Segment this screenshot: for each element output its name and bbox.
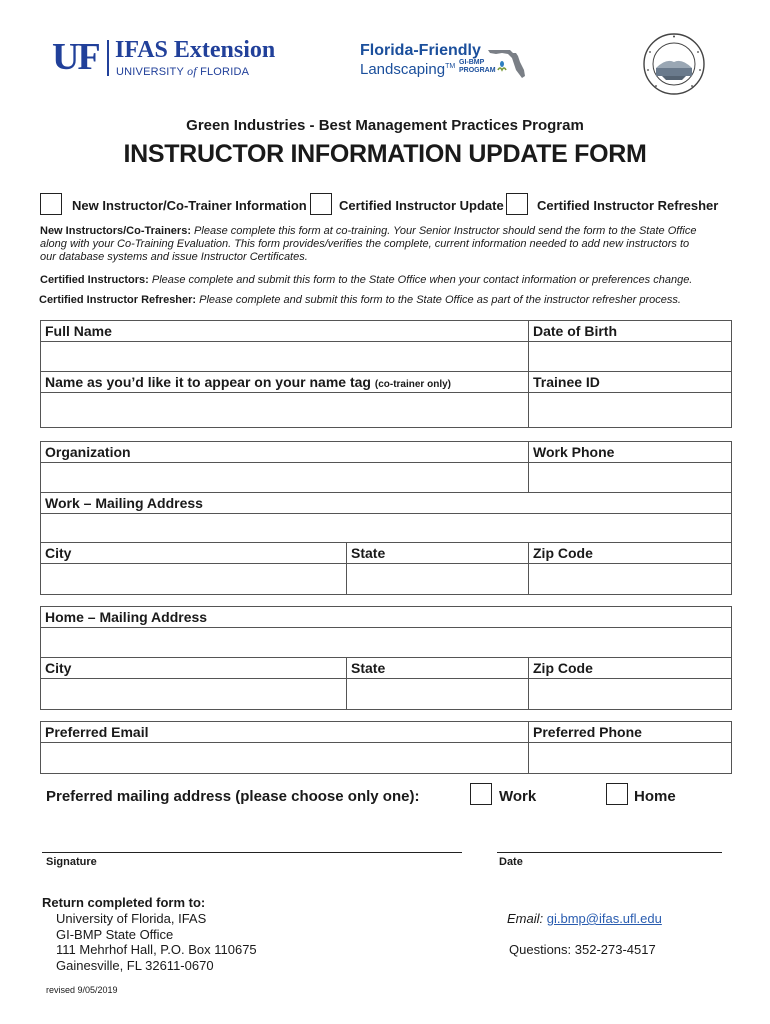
date-of-birth-field[interactable] [529, 342, 732, 372]
preferred-work-label: Work [499, 788, 537, 805]
signature-line[interactable] [42, 852, 462, 853]
florida-dep-seal-icon [642, 32, 706, 96]
preferred-mailing-label: Preferred mailing address (please choose only one): [46, 788, 420, 805]
date-label: Date [499, 856, 523, 868]
trainee-id-field[interactable] [529, 393, 732, 428]
work-mailing-address-input[interactable] [41, 514, 731, 533]
preferred-phone-input[interactable] [529, 743, 731, 762]
work-phone-label: Work Phone [529, 442, 732, 463]
home-state-label: State [347, 658, 529, 679]
trainee-id-label: Trainee ID [529, 372, 732, 393]
work-zip-label: Zip Code [529, 543, 732, 564]
questions-phone: Questions: 352-273-4517 [509, 942, 656, 957]
work-mailing-address-field[interactable] [41, 514, 732, 543]
address-line: University of Florida, IFAS [56, 911, 207, 926]
uf-logo-divider [107, 40, 109, 76]
home-city-label: City [41, 658, 347, 679]
home-mailing-address-field[interactable] [41, 628, 732, 658]
home-city-input[interactable] [41, 679, 346, 698]
name-tag-label: Name as you’d like it to appear on your name tag (co-trainer only) [41, 372, 529, 393]
work-mailing-address-label: Work – Mailing Address [41, 493, 732, 514]
return-title: Return completed form to: [42, 895, 206, 910]
uf-ifas-extension-logo [52, 38, 284, 80]
home-zip-input[interactable] [529, 679, 731, 698]
uf-logo-title: IFAS Extension [115, 37, 276, 63]
certified-refresher-checkbox[interactable] [506, 193, 528, 215]
work-phone-input[interactable] [529, 463, 731, 482]
home-mailing-address-label: Home – Mailing Address [41, 607, 732, 628]
organization-input[interactable] [41, 463, 528, 482]
ffl-logo-line1: Florida-Friendly [360, 42, 481, 59]
preferred-phone-label: Preferred Phone [529, 722, 732, 743]
work-state-label: State [347, 543, 529, 564]
full-name-input[interactable] [41, 342, 528, 361]
home-zip-label: Zip Code [529, 658, 732, 679]
work-state-field[interactable] [347, 564, 529, 595]
ffl-logo-gi-bmp: GI-BMP PROGRAM [459, 59, 496, 74]
name-tag-field[interactable] [41, 393, 529, 428]
email-row [507, 911, 662, 926]
work-info-table [40, 441, 732, 595]
date-of-birth-input[interactable] [529, 342, 731, 361]
certified-refresher-label: Certified Instructor Refresher [537, 198, 719, 213]
florida-friendly-landscaping-logo [360, 42, 530, 84]
work-city-label: City [41, 543, 347, 564]
certified-update-label: Certified Instructor Update [339, 198, 504, 213]
home-state-input[interactable] [347, 679, 528, 698]
work-zip-field[interactable] [529, 564, 732, 595]
preferred-phone-field[interactable] [529, 743, 732, 774]
work-phone-field[interactable] [529, 463, 732, 493]
address-line: 111 Mehrhof Hall, P.O. Box 110675 [56, 942, 257, 957]
work-state-input[interactable] [347, 564, 528, 583]
florida-state-icon [486, 44, 530, 80]
new-instructor-checkbox[interactable] [40, 193, 62, 215]
address-line: Gainesville, FL 32611-0670 [56, 957, 214, 973]
organization-field[interactable] [41, 463, 529, 493]
trainee-id-input[interactable] [529, 393, 731, 412]
work-zip-input[interactable] [529, 564, 731, 583]
home-info-table [40, 606, 732, 710]
address-line: GI-BMP State Office [56, 926, 174, 942]
new-instructor-label: New Instructor/Co-Trainer Information [72, 198, 307, 213]
revised-date: revised 9/05/2019 [46, 985, 118, 995]
return-address [56, 911, 257, 973]
preferred-work-checkbox[interactable] [470, 783, 492, 805]
preferred-email-input[interactable] [41, 743, 528, 762]
personal-info-table [40, 320, 732, 428]
preferred-email-field[interactable] [41, 743, 529, 774]
uf-logo-mark: UF [52, 36, 99, 78]
email-link[interactable]: gi.bmp@ifas.ufl.edu [546, 911, 662, 926]
work-city-field[interactable] [41, 564, 347, 595]
work-city-input[interactable] [41, 564, 346, 583]
program-title: Green Industries - Best Management Practices Program [186, 117, 584, 134]
signature-label: Signature [46, 856, 97, 868]
organization-label: Organization [41, 442, 529, 463]
home-zip-field[interactable] [529, 679, 732, 710]
preferred-home-checkbox[interactable] [606, 783, 628, 805]
certified-instructors-instructions: Certified Instructors: Please complete and submit this form to the State Office when your contact information or preferences change. [40, 274, 693, 286]
date-of-birth-label: Date of Birth [529, 321, 732, 342]
full-name-field[interactable] [41, 342, 529, 372]
name-tag-note: (co-trainer only) [374, 379, 451, 390]
home-city-field[interactable] [41, 679, 347, 710]
preferred-email-label: Preferred Email [41, 722, 529, 743]
full-name-label: Full Name [41, 321, 529, 342]
preferred-home-label: Home [634, 788, 676, 805]
name-tag-input[interactable] [41, 393, 528, 412]
date-line[interactable] [497, 852, 722, 853]
home-mailing-address-input[interactable] [41, 628, 731, 647]
new-instructors-instructions: New Instructors/Co-Trainers: Please complete this form at co-training. Your Senior Instructor should send the form to the State Office along with your Co-Training Evaluation. This form provides/verifies the complete, current information needed to add new instructors to our database systems and issue Instructor Certificates. [40, 225, 697, 263]
uf-logo-subtitle: UNIVERSITY of FLORIDA [116, 64, 250, 78]
form-title: INSTRUCTOR INFORMATION UPDATE FORM [123, 140, 647, 168]
email-label: Email: [507, 911, 544, 926]
preferences-table [40, 721, 732, 774]
certified-update-checkbox[interactable] [310, 193, 332, 215]
refresher-instructions: Certified Instructor Refresher: Please complete and submit this form to the State Office as part of the instructor refresher process. [39, 294, 681, 306]
home-state-field[interactable] [347, 679, 529, 710]
ffl-logo-line2: Landscaping™ [360, 61, 456, 78]
